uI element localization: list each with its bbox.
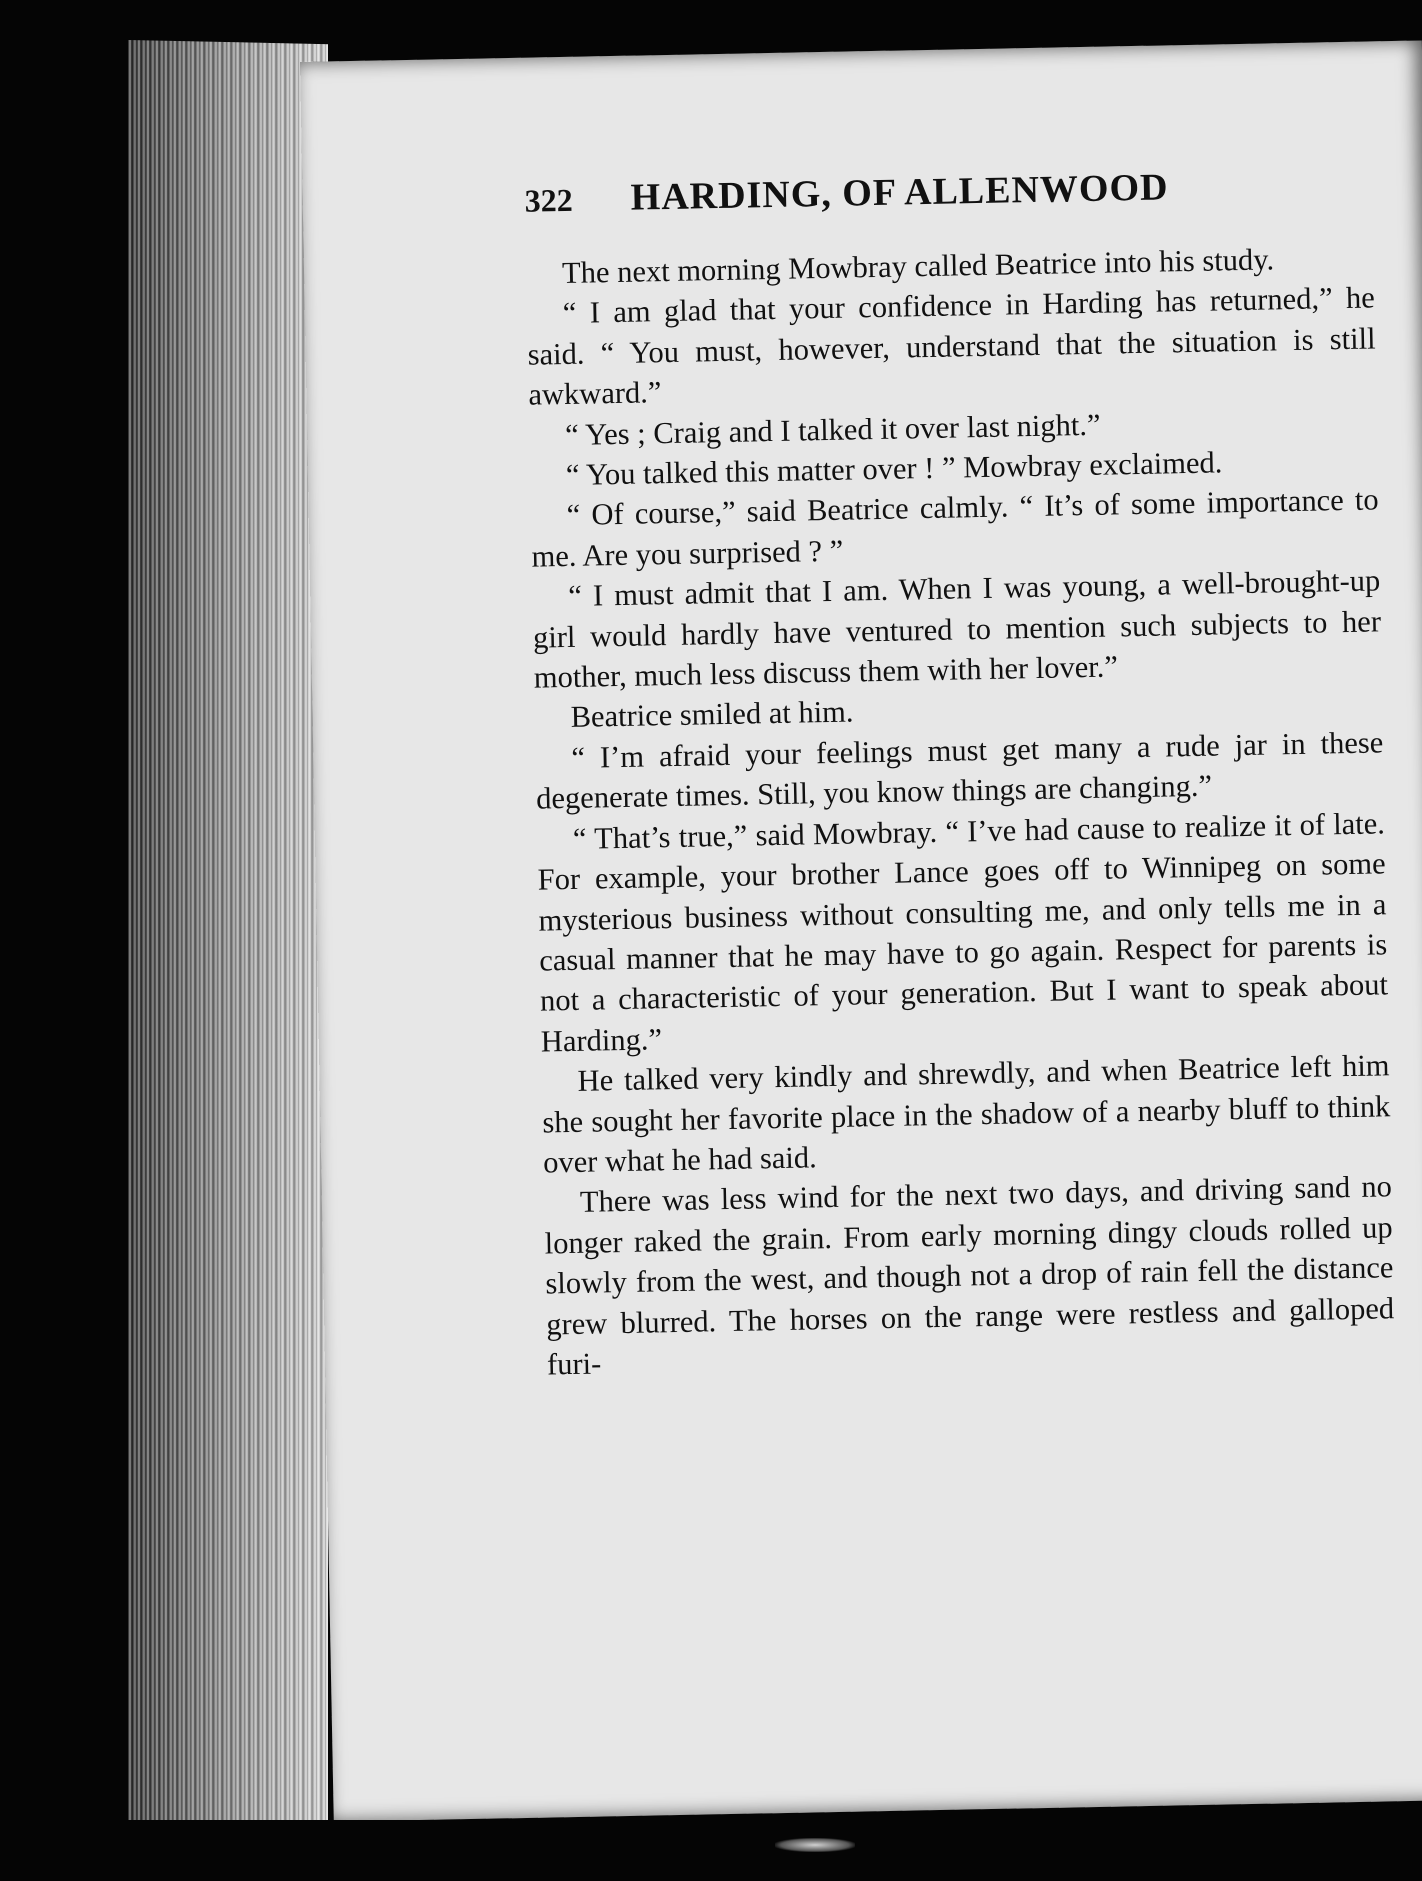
running-title: HARDING, OF ALLENWOOD [630, 166, 1169, 219]
page-header [524, 160, 1422, 221]
paragraph: The next morning Mowbray called Beatrice into his study. [561, 242, 1275, 291]
page-number: 322 [524, 181, 574, 219]
book-page-edges [128, 40, 328, 1844]
paragraph: There was less wind for the next two days, and driving sand no longer raked the grain. From early morning dingy clouds rolled up slowly from the west, and though not a drop of rain fell the distance grew blurred. The horses on the range were restless and galloped furi- [544, 1169, 1395, 1382]
paragraph: He talked very kindly and shrewdly, and when Beatrice left him she sought her favorite place in the shadow of a nearby bluff to think over what he had said. [542, 1048, 1391, 1180]
body-text [526, 237, 1396, 1384]
paragraph: “ You talked this matter over ! ” Mowbray exclaimed. [565, 445, 1223, 492]
paragraph: “ I am glad that your confidence in Harding has returned,” he said. “ You must, however, understand that the situation is still awkward.” [527, 280, 1376, 412]
paragraph: “ That’s true,” said Mowbray. “ I’ve had cause to realize it of late. For example, your brother Lance goes off to Winnipeg on some mysterious business without consulting me, and only tells me in a casual manner that he may have to go again. Respect for parents is not a characteristic of your generation. But I want to speak about Harding.” [537, 806, 1389, 1059]
paragraph: “ Yes ; Craig and I talked it over last night.” [564, 407, 1101, 452]
paragraph: “ I must admit that I am. When I was young, a well-brought-up girl would hardly have ventured to mention such subjects to her mother, much less discuss them with her lover.” [532, 563, 1382, 695]
bottom-shadow [0, 1820, 1422, 1881]
paragraph: “ Of course,” said Beatrice calmly. “ It’s of some importance to me. Are you surprised ? ” [531, 482, 1379, 574]
paragraph: Beatrice smiled at him. [570, 694, 854, 735]
paragraph: “ I’m afraid your feelings must get many a rude jar in these degenerate times. Still, you know things are changing.” [535, 725, 1384, 816]
book-page [300, 40, 1422, 1821]
binding-mark [775, 1838, 855, 1852]
